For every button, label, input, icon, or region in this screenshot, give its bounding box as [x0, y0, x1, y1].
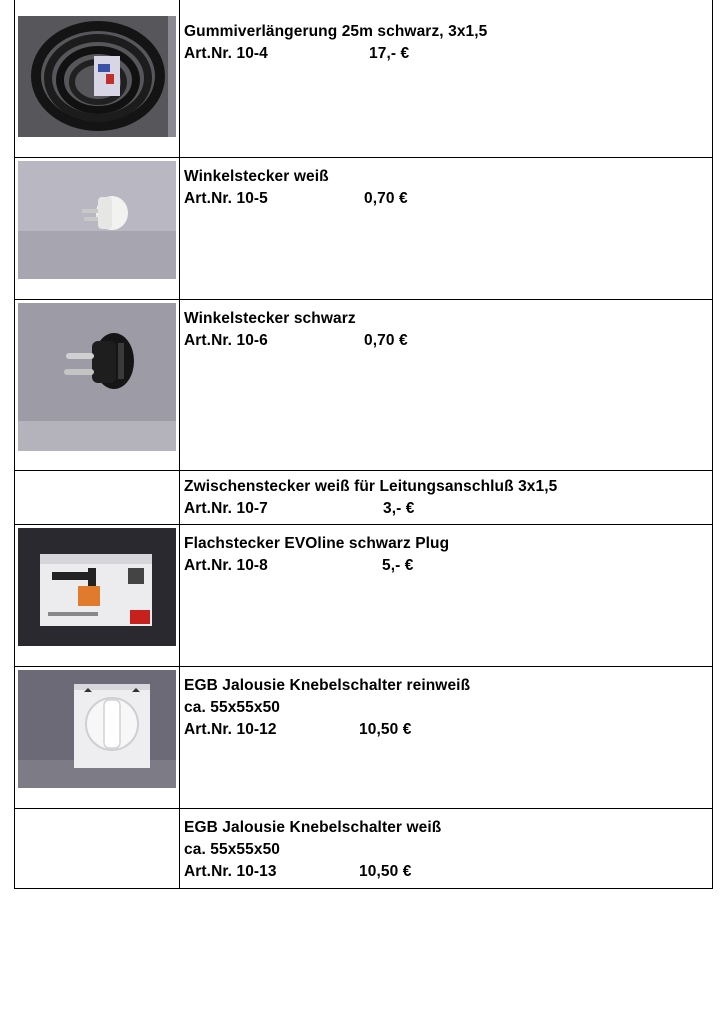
article-number: Art.Nr. 10-8 — [184, 557, 268, 574]
product-dimensions: ca. 55x55x50 — [184, 841, 281, 858]
product-article-line — [184, 719, 712, 741]
description-cell — [180, 667, 712, 808]
product-article-line — [184, 330, 712, 352]
description-cell — [180, 300, 712, 470]
table-row — [15, 470, 712, 524]
article-number: Art.Nr. 10-6 — [184, 332, 268, 349]
product-article-line — [184, 43, 712, 65]
product-title: Gummiverlängerung 25m schwarz, 3x1,5 — [184, 23, 488, 40]
article-number: Art.Nr. 10-5 — [184, 190, 268, 207]
image-cell — [15, 471, 180, 524]
product-price: 3,- € — [383, 500, 415, 517]
product-photo-black-plug — [18, 303, 176, 451]
table-row — [15, 666, 712, 808]
image-cell — [15, 809, 180, 888]
description-cell — [180, 471, 712, 524]
product-title: EGB Jalousie Knebelschalter reinweiß — [184, 677, 471, 694]
image-cell — [15, 525, 180, 666]
article-number: Art.Nr. 10-7 — [184, 500, 268, 517]
table-row — [15, 0, 712, 157]
product-photo-evoline-package — [18, 528, 176, 646]
image-cell — [15, 667, 180, 808]
article-number: Art.Nr. 10-12 — [184, 721, 277, 738]
image-cell — [15, 158, 180, 299]
table-row — [15, 299, 712, 470]
product-title: Flachstecker EVOline schwarz Plug — [184, 535, 450, 552]
product-title: Winkelstecker weiß — [184, 168, 329, 185]
product-title: Winkelstecker schwarz — [184, 310, 356, 327]
product-article-line — [184, 861, 712, 883]
description-cell — [180, 0, 712, 157]
article-number: Art.Nr. 10-13 — [184, 863, 277, 880]
description-cell — [180, 809, 712, 888]
table-row — [15, 808, 712, 888]
product-table — [14, 0, 713, 889]
table-row — [15, 524, 712, 666]
product-article-line — [184, 498, 712, 520]
product-price: 10,50 € — [359, 863, 412, 880]
description-cell — [180, 525, 712, 666]
product-price: 17,- € — [369, 45, 410, 62]
table-row — [15, 157, 712, 299]
article-number: Art.Nr. 10-4 — [184, 45, 268, 62]
product-photo-rotary-switch — [18, 670, 176, 788]
product-price: 10,50 € — [359, 721, 412, 738]
product-photo-cable — [18, 16, 176, 137]
product-price: 5,- € — [382, 557, 414, 574]
product-article-line — [184, 555, 712, 577]
product-photo-white-plug — [18, 161, 176, 279]
product-title: EGB Jalousie Knebelschalter weiß — [184, 819, 442, 836]
product-article-line — [184, 188, 712, 210]
description-cell — [180, 158, 712, 299]
product-title: Zwischenstecker weiß für Leitungsanschluß 3x1,5 — [184, 478, 558, 495]
image-cell — [15, 0, 180, 157]
product-price: 0,70 € — [364, 332, 408, 349]
product-price: 0,70 € — [364, 190, 408, 207]
product-dimensions: ca. 55x55x50 — [184, 699, 281, 716]
image-cell — [15, 300, 180, 470]
